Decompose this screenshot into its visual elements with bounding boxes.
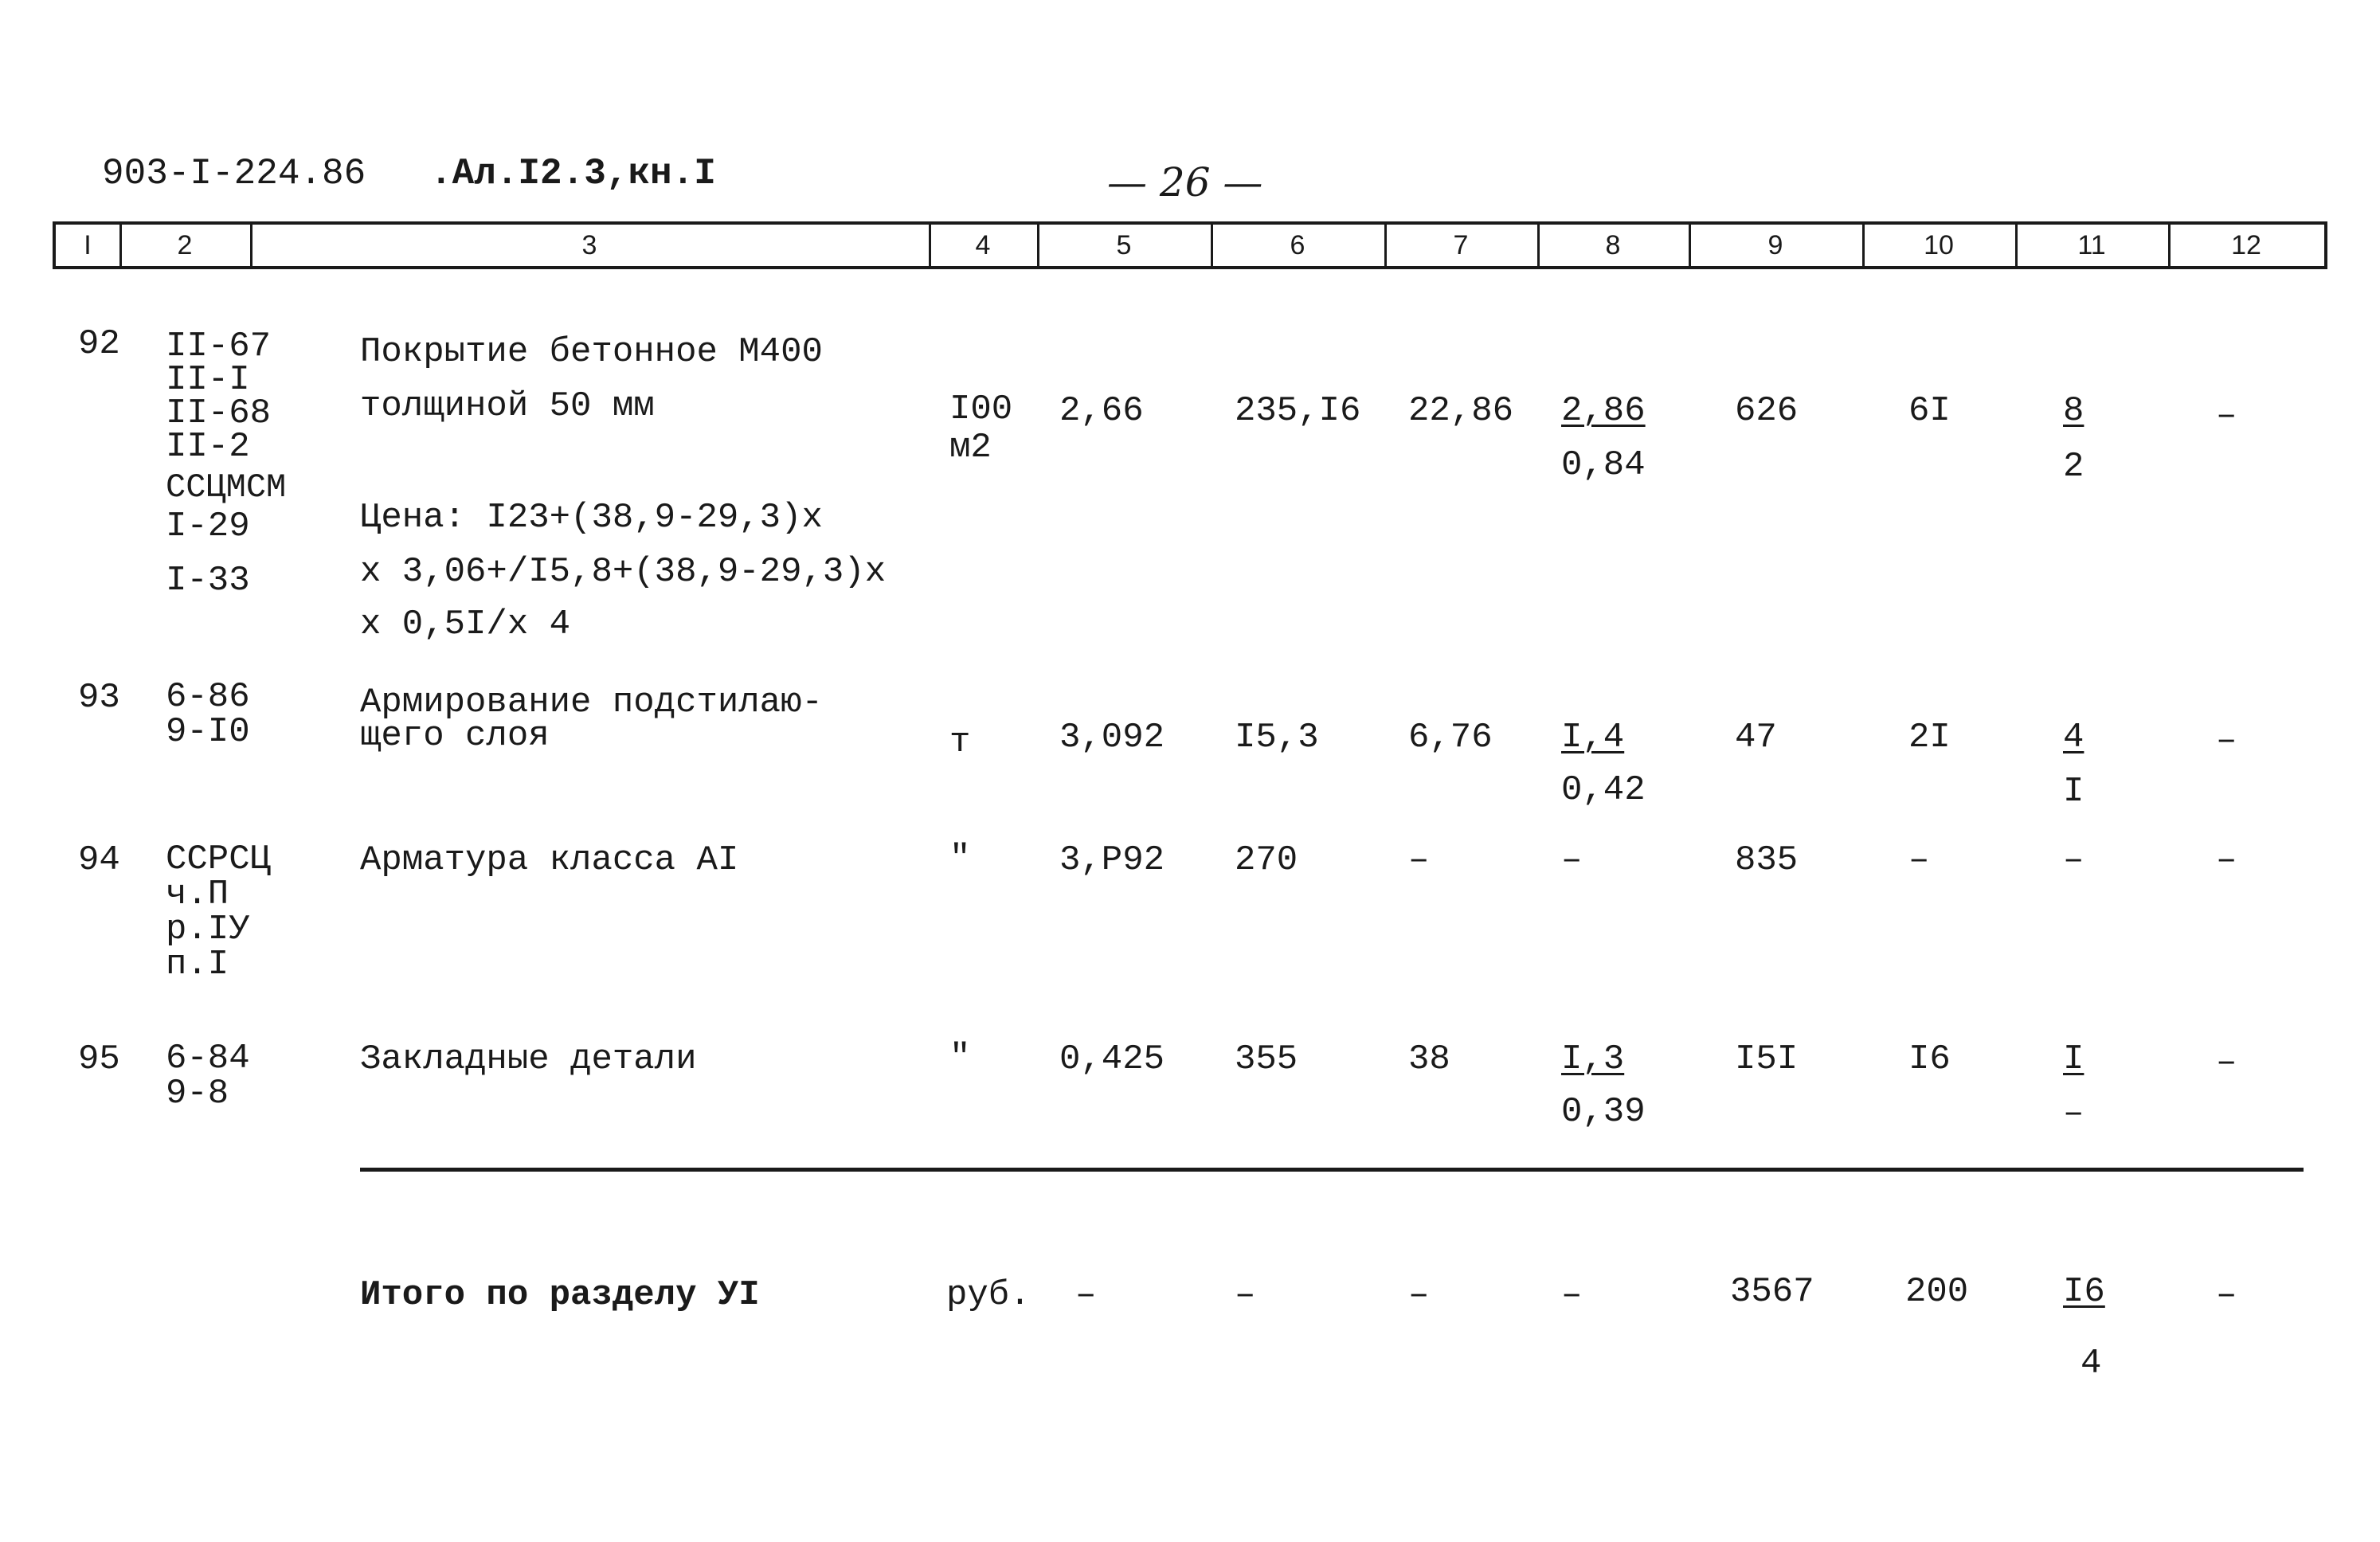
price-formula: Цена: I23+(38,9-29,3)х: [360, 498, 823, 538]
norm-code: II-2: [166, 427, 250, 467]
unit: т: [949, 722, 971, 762]
norm-code: I-33: [166, 561, 250, 601]
machine-cost: I,3: [1561, 1039, 1625, 1079]
column-number: 2: [177, 230, 193, 260]
row-number: 92: [78, 324, 120, 364]
work-description: щего слоя: [360, 716, 550, 756]
total-machine-cost: –: [2063, 840, 2084, 880]
unit: I00: [949, 389, 1013, 429]
work-description: Покрытие бетонное М400: [360, 332, 823, 372]
total-machine-wage: –: [2063, 1094, 2084, 1133]
wage-price: 38: [1408, 1039, 1450, 1079]
norm-code: р.IУ: [166, 910, 250, 949]
column-12-value: –: [2216, 840, 2237, 880]
total-machine-cost: 8: [2063, 391, 2084, 431]
column-number: 9: [1767, 230, 1783, 260]
total-col-5: –: [1075, 1275, 1097, 1315]
column-12-value: –: [2216, 721, 2237, 761]
quantity: 2,66: [1059, 391, 1144, 431]
norm-code: I-29: [166, 507, 250, 546]
total-machine-wage: 2: [2063, 447, 2084, 487]
unit: ": [949, 839, 971, 879]
column-number: 10: [1924, 230, 1954, 260]
machine-cost: –: [1561, 840, 1583, 880]
column-number: 5: [1116, 230, 1132, 260]
quantity: 3,Р92: [1059, 840, 1165, 880]
norm-code: п.I: [166, 945, 229, 984]
norm-code: II-I: [166, 360, 250, 400]
column-12-value: –: [2216, 1043, 2237, 1082]
norm-code: ч.П: [166, 875, 229, 914]
row-number: 94: [78, 840, 120, 880]
total-cost: 835: [1735, 840, 1799, 880]
norm-code: ССРСЦ: [166, 839, 272, 879]
wage-price: –: [1408, 840, 1430, 880]
machine-wage: 0,42: [1561, 770, 1646, 810]
total-label: Итого по разделу УI: [360, 1275, 760, 1315]
quantity: 3,092: [1059, 718, 1165, 757]
work-description: Закладные детали: [360, 1039, 697, 1079]
norm-code: II-68: [166, 393, 272, 433]
machine-wage: 0,39: [1561, 1092, 1646, 1132]
work-description: Арматура класса АI: [360, 840, 739, 880]
total-col-11: I6: [2063, 1272, 2105, 1312]
column-number: 7: [1453, 230, 1469, 260]
unit-price: 235,I6: [1235, 391, 1361, 431]
total-wage: –: [1908, 840, 1930, 880]
unit-price: 355: [1235, 1039, 1298, 1079]
norm-code: 9-I0: [166, 712, 250, 752]
total-col-10: 200: [1905, 1272, 1969, 1312]
total-cost: I5I: [1735, 1039, 1799, 1079]
column-header-row: [53, 221, 2327, 269]
machine-cost: 2,86: [1561, 391, 1646, 431]
section-separator: [360, 1168, 2304, 1172]
total-wage: 6I: [1908, 391, 1951, 431]
column-number: 6: [1290, 230, 1305, 260]
price-formula: х 0,5I/х 4: [360, 605, 571, 644]
total-col-11-bottom: 4: [2081, 1344, 2102, 1383]
total-col-9: 3567: [1730, 1272, 1814, 1312]
total-wage: I6: [1908, 1039, 1951, 1079]
page-number: — 26 —: [1107, 159, 1263, 205]
norm-code: II-67: [166, 327, 272, 366]
total-machine-cost: 4: [2063, 718, 2084, 757]
total-col-6: –: [1235, 1275, 1256, 1315]
column-number: 11: [2077, 230, 2106, 260]
total-machine-cost: I: [2063, 1039, 2084, 1079]
norm-code: 6-84: [166, 1039, 250, 1078]
total-col-7: –: [1408, 1275, 1430, 1315]
work-description: толщиной 50 мм: [360, 386, 655, 426]
total-machine-wage: I: [2063, 772, 2084, 812]
column-number: 12: [2231, 230, 2261, 260]
norm-code: 9-8: [166, 1074, 229, 1113]
column-number: 8: [1605, 230, 1621, 260]
column-number: I: [84, 230, 92, 260]
column-number: 4: [975, 230, 991, 260]
total-unit: руб.: [946, 1275, 1031, 1315]
machine-wage: 0,84: [1561, 445, 1646, 485]
total-wage: 2I: [1908, 718, 1951, 757]
work-description: Армирование подстилаю-: [360, 683, 823, 722]
total-cost: 47: [1735, 718, 1777, 757]
column-12-value: –: [2216, 396, 2237, 436]
wage-price: 6,76: [1408, 718, 1493, 757]
norm-code: ССЦМСМ: [166, 468, 287, 507]
row-number: 93: [78, 678, 120, 718]
unit-price: I5,3: [1235, 718, 1319, 757]
quantity: 0,425: [1059, 1039, 1165, 1079]
total-cost: 626: [1735, 391, 1799, 431]
norm-code: 6-86: [166, 677, 250, 717]
unit-price: 270: [1235, 840, 1298, 880]
unit: м2: [949, 428, 992, 468]
document-code: 903-I-224.86: [102, 153, 366, 194]
total-col-12: –: [2216, 1275, 2237, 1315]
price-formula: х 3,06+/I5,8+(38,9-29,3)х: [360, 552, 887, 592]
row-number: 95: [78, 1039, 120, 1079]
column-number: 3: [581, 230, 597, 260]
wage-price: 22,86: [1408, 391, 1514, 431]
unit: ": [949, 1038, 971, 1078]
machine-cost: I,4: [1561, 718, 1625, 757]
sheet-reference: .Ал.I2.3,кн.I: [430, 153, 716, 194]
total-col-8: –: [1561, 1275, 1583, 1315]
